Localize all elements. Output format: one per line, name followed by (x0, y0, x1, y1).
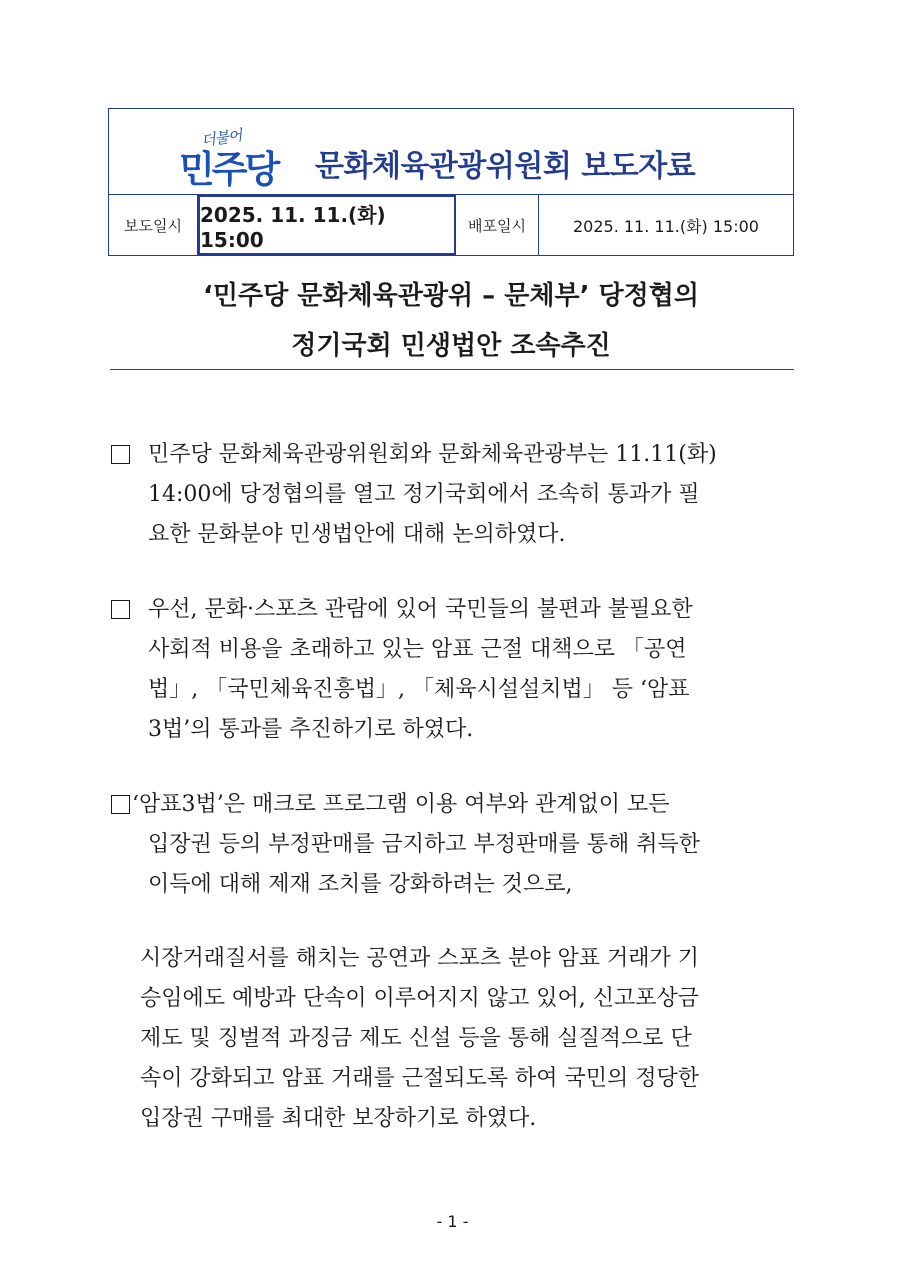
paragraph-line: 입장권 등의 부정판매를 금지하고 부정판매를 통해 취득한 (148, 832, 701, 857)
paragraph-line: 속이 강화되고 암표 거래를 근절되도록 하여 국민의 정당한 (140, 1066, 700, 1091)
paragraph-line: 제도 및 징벌적 과징금 제도 신설 등을 통해 실질적으로 단 (140, 1026, 692, 1051)
paragraph-line: 14:00에 당정협의를 열고 정기국회에서 조속히 통과가 필 (148, 482, 700, 507)
logo-main-text: 민주당 (179, 148, 278, 191)
header-title-row (109, 109, 793, 195)
checkbox-bullet-icon (111, 445, 130, 464)
logo-small-text: 더불어 (200, 126, 243, 150)
distribution-date-label: 배포일시 (456, 195, 539, 255)
paragraph-line: ‘암표3법’은 매크로 프로그램 이용 여부와 관계없이 모든 (132, 792, 670, 817)
paragraph-line: 승임에도 예방과 단속이 이루어지지 않고 있어, 신고포상금 (140, 986, 700, 1011)
checkbox-bullet-icon (111, 795, 130, 814)
date-row (109, 195, 793, 255)
party-logo (179, 127, 291, 189)
report-date-value: 2025. 11. 11.(화) 15:00 (198, 195, 456, 255)
title-divider (110, 369, 794, 370)
paragraph-line: 시장거래질서를 해치는 공연과 스포츠 분야 암표 거래가 기 (140, 946, 700, 971)
paragraph-line: 입장권 구매를 최대한 보장하기로 하였다. (140, 1106, 537, 1131)
paragraph-line: 3법’의 통과를 추진하기로 하였다. (148, 717, 474, 742)
distribution-date-value: 2025. 11. 11.(화) 15:00 (572, 216, 759, 236)
paragraph-line: 이득에 대해 제재 조치를 강화하려는 것으로, (148, 872, 573, 897)
headline-line-2: 정기국회 민생법안 조속추진 (291, 331, 611, 361)
press-release-title: 문화체육관광위원회 보도자료 (315, 149, 696, 184)
press-header (108, 108, 794, 256)
report-date-label: 보도일시 (109, 195, 198, 255)
paragraph-line: 사회적 비용을 초래하고 있는 암표 근절 대책으로 「공연 (148, 637, 687, 662)
page-number: - 1 - (436, 1212, 469, 1231)
headline-line-1: ‘민주당 문화체육관광위 – 문체부’ 당정협의 (203, 281, 699, 311)
paragraph-line: 법」, 「국민체육진흥법」, 「체육시설설치법」 등 ‘암표 (148, 677, 690, 702)
paragraph-line: 요한 문화분야 민생법안에 대해 논의하였다. (148, 522, 566, 547)
checkbox-bullet-icon (111, 600, 130, 619)
paragraph-line: 민주당 문화체육관광위원회와 문화체육관광부는 11.11(화) (148, 442, 717, 467)
paragraph-line: 우선, 문화·스포츠 관람에 있어 국민들의 불편과 불필요한 (148, 597, 693, 622)
